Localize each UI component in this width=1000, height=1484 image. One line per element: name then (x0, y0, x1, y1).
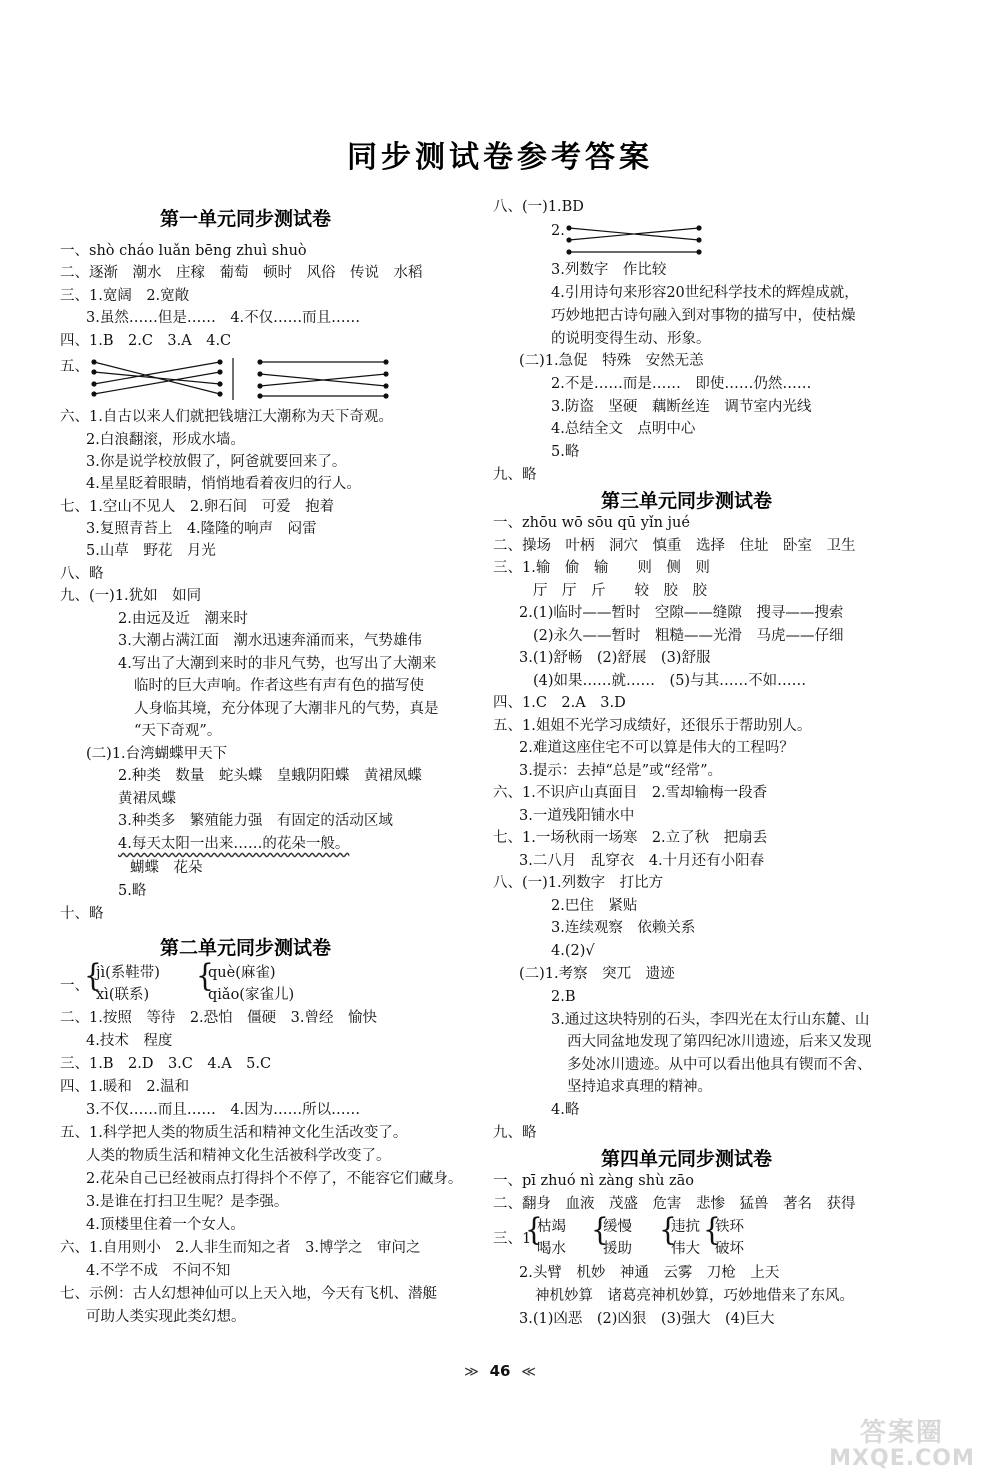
answer-line: 援助 (603, 1241, 632, 1257)
answer-line: 西大同盆地发现了第四纪冰川遗迹，后来又发现 (567, 1034, 872, 1050)
answer-line: 一、zhōu wō sōu qū yǐn jué (493, 515, 690, 531)
answer-line: jì(系鞋带) (96, 965, 160, 981)
left-arrow-icon: ≪ (521, 1364, 536, 1380)
answer-line: 多处冰川遗迹。从中可以看出他具有锲而不舍、 (567, 1057, 872, 1073)
answer-line: 2.(1)临时——暂时 空隙——缝隙 搜寻——搜索 (519, 605, 844, 621)
answer-line: 3.连续观察 依赖关系 (551, 920, 696, 936)
answer-line: 一、shò cháo luǎn bēng zhuì shuò (60, 243, 307, 259)
answer-line: 四、1.暖和 2.温和 (60, 1079, 190, 1095)
underlined-answer-line: 4.每天太阳一出来……的花朵一般。 (118, 836, 350, 852)
answer-line: 八、(一)1.BD (493, 199, 584, 215)
answer-line: xì(联系) (96, 987, 150, 1003)
answer-line: 铁环 (715, 1219, 744, 1235)
answer-line: 四、1.C 2.A 3.D (493, 695, 626, 711)
answer-line: 临时的巨大声响。作者这些有声有色的描写使 (134, 678, 424, 694)
watermark-url: MXQE.COM (829, 1446, 975, 1471)
answer-line: 4.星星眨着眼睛，悄悄地看着夜归的行人。 (86, 476, 361, 492)
brace-icon: { (525, 1211, 543, 1248)
answer-line: 一、 (60, 978, 89, 994)
answer-line: 四、1.B 2.C 3.A 4.C (60, 333, 232, 349)
answer-line: 3.复照青苔上 4.隆隆的响声 闷雷 (86, 521, 317, 537)
answer-line: 巧妙地把古诗句融入到对事物的描写中，使枯燥 (551, 308, 856, 324)
watermark-logo (812, 1412, 992, 1478)
answer-line: 4.略 (551, 1102, 580, 1118)
answer-line: qiǎo(家雀儿) (208, 987, 295, 1003)
answer-line: 3.是谁在打扫卫生呢？是李强。 (86, 1194, 289, 1210)
answer-line: (4)如果……就…… (5)与其……不如…… (533, 673, 807, 689)
answer-line: 2.B (551, 989, 576, 1005)
answer-line: 5.略 (118, 883, 147, 899)
answer-line: 五、1.科学把人类的物质生活和精神文化生活改变了。 (60, 1125, 408, 1141)
answer-line: 4.技术 程度 (86, 1033, 173, 1049)
answer-line: 3.你是说学校放假了，阿爸就要回来了。 (86, 454, 347, 470)
answer-line: 三、1. (493, 1231, 536, 1247)
page-footer (440, 1362, 560, 1380)
answer-line: què(麻雀) (208, 965, 276, 981)
matching-lines-figure (90, 356, 390, 402)
answer-line: 九、略 (493, 1125, 537, 1141)
answer-line: 六、1.自古以来人们就把钱塘江大潮称为天下奇观。 (60, 409, 393, 425)
unit-1-heading: 第一单元同步测试卷 (160, 208, 332, 230)
brace-icon: { (196, 957, 214, 994)
matching-lines-figure (565, 222, 705, 258)
answer-line: 3.(1)舒畅 (2)舒展 (3)舒服 (519, 650, 711, 666)
answer-line: 三、1.输 偷 输 则 侧 则 (493, 560, 710, 576)
answer-line: 的说明变得生动、形象。 (551, 331, 711, 347)
answer-line: 枯竭 (537, 1219, 566, 1235)
answer-line: 二、翻身 血液 茂盛 危害 悲惨 猛兽 著名 获得 (493, 1196, 856, 1212)
answer-line: 4.不学不成 不问不知 (86, 1263, 231, 1279)
answer-line: 4.(2)√ (551, 943, 595, 959)
answer-line: 4.引用诗句来形容20世纪科学技术的辉煌成就， (551, 285, 859, 301)
answer-line: (二)1.急促 特殊 安然无恙 (519, 353, 704, 369)
answer-line: 4.顶楼里住着一个女人。 (86, 1217, 245, 1233)
unit-3-heading: 第三单元同步测试卷 (601, 490, 773, 512)
answer-line: 二、操场 叶柄 洞穴 慎重 选择 住址 卧室 卫生 (493, 538, 856, 554)
answer-line: 3.防盗 坚硬 藕断丝连 调节室内光线 (551, 399, 812, 415)
answer-line: 八、(一)1.列数字 打比方 (493, 875, 664, 891)
answer-line: 4.写出了大潮到来时的非凡气势，也写出了大潮来 (118, 656, 437, 672)
right-arrow-icon: ≫ (464, 1364, 479, 1380)
answer-line: 4.总结全文 点明中心 (551, 421, 696, 437)
brace-icon: { (659, 1211, 677, 1248)
answer-line: (二)1.考察 突兀 遗迹 (519, 966, 675, 982)
answer-line: 2.种类 数量 蛇头蝶 皇蛾阴阳蝶 黄裙凤蝶 (118, 768, 422, 784)
brace-icon: { (591, 1211, 609, 1248)
answer-line: 神机妙算 诸葛亮神机妙算，巧妙地借来了东风。 (535, 1288, 854, 1304)
page-title: 同步测试卷参考答案 (347, 140, 653, 175)
answer-line: 3.通过这块特别的石头，李四光在太行山东麓、山 (551, 1012, 870, 1028)
answer-line: 违抗 (671, 1219, 700, 1235)
answer-line: 二、1.按照 等待 2.恐怕 僵硬 3.曾经 愉快 (60, 1010, 378, 1026)
answer-line: 2. (551, 223, 565, 239)
answer-line: 人类的物质生活和精神文化生活被科学改变了。 (86, 1148, 391, 1164)
answer-line: 3.(1)凶恶 (2)凶狠 (3)强大 (4)巨大 (519, 1311, 775, 1327)
unit-2-heading: 第二单元同步测试卷 (160, 937, 332, 959)
answer-line: 五、 (60, 359, 89, 375)
answer-line: 三、1.B 2.D 3.C 4.A 5.C (60, 1056, 272, 1072)
answer-line: 人身临其境，充分体现了大潮非凡的气势，真是 (134, 701, 439, 717)
brace-icon: { (84, 957, 102, 994)
answer-line: 3.一道残阳铺水中 (519, 808, 635, 824)
answer-line: 九、(一)1.犹如 如同 (60, 588, 202, 604)
answer-line: 2.难道这座住宅不可以算是伟大的工程吗？ (519, 740, 794, 756)
answer-line: 二、逐渐 潮水 庄稼 葡萄 顿时 风俗 传说 水稻 (60, 265, 423, 281)
answer-line: 三、1.宽阔 2.宽敞 (60, 288, 190, 304)
answer-line: (2)永久——暂时 粗糙——光滑 马虎——仔细 (533, 628, 844, 644)
answer-line: (二)1.台湾蝴蝶甲天下 (86, 746, 228, 762)
answer-line: 5.山草 野花 月光 (86, 543, 216, 559)
answer-line: 十、略 (60, 906, 104, 922)
answer-line: 八、略 (60, 566, 104, 582)
answer-line: 3.提示：去掉“总是”或“经常”。 (519, 763, 722, 779)
watermark-text: 答案圈 (859, 1418, 944, 1448)
answer-line: 3.种类多 繁殖能力强 有固定的活动区域 (118, 813, 393, 829)
answer-line: 2.巴住 紧贴 (551, 898, 638, 914)
answer-line: 蝴蝶 花朵 (130, 860, 203, 876)
answer-line: 六、1.不识庐山真面目 2.雪却输梅一段香 (493, 785, 768, 801)
answer-line: 九、略 (493, 467, 537, 483)
answer-line: 坚持追求真理的精神。 (567, 1079, 712, 1095)
answer-line: 3.不仅……而且…… 4.因为……所以…… (86, 1102, 361, 1118)
answer-line: 2.由远及近 潮来时 (118, 611, 248, 627)
answer-line: 3.二八月 乱穿衣 4.十月还有小阳春 (519, 853, 765, 869)
answer-line: 5.略 (551, 444, 580, 460)
answer-line: 可助人类实现此类幻想。 (86, 1309, 246, 1325)
answer-line: 伟大 (671, 1241, 700, 1257)
answer-line: “天下奇观”。 (134, 723, 222, 739)
page-number: 46 (489, 1362, 511, 1380)
answer-line: 2.花朵自己已经被雨点打得抖个不停了，不能容它们藏身。 (86, 1171, 463, 1187)
answer-line: 七、1.空山不见人 2.卵石间 可爱 抱着 (60, 499, 335, 515)
answer-line: 喝水 (537, 1241, 566, 1257)
answer-line: 厅 厅 斤 较 胶 胶 (533, 583, 707, 599)
answer-line: 缓慢 (603, 1219, 632, 1235)
answer-line: 一、pī zhuó nì zàng shù zāo (493, 1173, 695, 1189)
answer-line: 2.不是……而是…… 即使……仍然…… (551, 376, 812, 392)
answer-line: 黄裙凤蝶 (118, 791, 176, 807)
answer-line: 七、示例：古人幻想神仙可以上天入地，今天有飞机、潜艇 (60, 1286, 437, 1302)
answer-line: 2.白浪翻滚，形成水墙。 (86, 432, 245, 448)
answer-line: 七、1.一场秋雨一场寒 2.立了秋 把扇丢 (493, 830, 768, 846)
answer-line: 五、1.姐姐不光学习成绩好，还很乐于帮助别人。 (493, 718, 812, 734)
unit-4-heading: 第四单元同步测试卷 (601, 1148, 773, 1170)
answer-line: 3.虽然……但是…… 4.不仅……而且…… (86, 310, 361, 326)
answer-line: 破坏 (715, 1241, 744, 1257)
answer-line: 2.头臂 机妙 神通 云雾 刀枪 上天 (519, 1265, 780, 1281)
answer-line: 3.大潮占满江面 潮水迅速奔涌而来，气势雄伟 (118, 633, 422, 649)
answer-line: 3.列数字 作比较 (551, 262, 667, 278)
answer-line: 六、1.自用则小 2.人非生而知之者 3.博学之 审问之 (60, 1240, 421, 1256)
brace-icon: { (703, 1211, 721, 1248)
